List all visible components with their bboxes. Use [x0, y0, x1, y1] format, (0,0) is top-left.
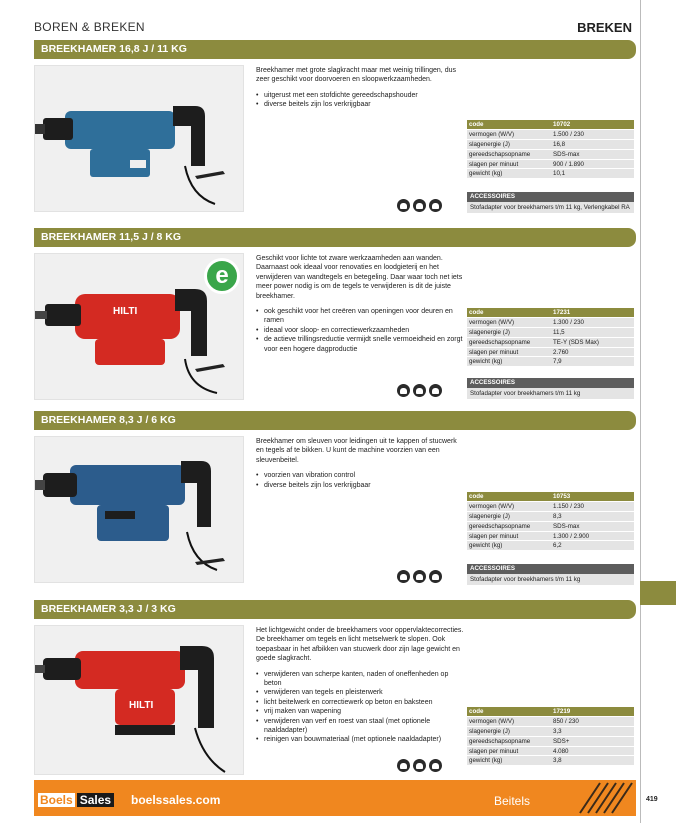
accessories-box: [467, 378, 634, 399]
spec-label: gewicht (kg): [467, 756, 551, 766]
spec-label: gereedschapsopname: [467, 736, 551, 746]
product-title: BREEKHAMER 11,5 J / 8 KG: [34, 228, 636, 247]
brand-label: HILTI: [129, 700, 154, 711]
feature-item: • verwijderen van tegels en pleisterwerk: [256, 688, 466, 697]
spec-value: TE-Y (SDS Max): [551, 337, 634, 347]
accessories-text: Stofadapter voor breekhamers t/m 11 kg: [467, 388, 634, 399]
ppe-icons: [397, 570, 442, 583]
safety-glasses-icon: [429, 199, 442, 212]
page-number: 419: [646, 796, 658, 803]
product-title: BREEKHAMER 3,3 J / 3 KG: [34, 600, 636, 619]
feature-item: • ook geschikt voor het creëren van openingen voor deuren en ramen: [256, 307, 466, 326]
spec-header-value: 17219: [551, 707, 634, 717]
feature-item: • de actieve trillingsreductie vermijdt snelle vermoeidheid en zorgt voor een hogere dagproductie: [256, 335, 466, 354]
brand-label: HILTI: [113, 306, 138, 317]
footer-title: Beitels: [494, 794, 531, 808]
spec-label: gereedschapsopname: [467, 149, 551, 159]
spec-header-label: code: [467, 492, 551, 502]
spec-label: gewicht (kg): [467, 541, 551, 551]
accessories-header: ACCESSOIRES: [467, 192, 634, 202]
feature-item: • licht beitelwerk en correctiewerk op beton en baksteen: [256, 698, 466, 707]
spec-value: 8,3: [551, 512, 634, 522]
logo-part-sales: Sales: [77, 793, 114, 807]
section-title: BREKEN: [577, 20, 632, 35]
website-link[interactable]: boelssales.com: [131, 793, 221, 807]
feature-item: • vrij maken van wapening: [256, 707, 466, 716]
safety-glasses-icon: [429, 570, 442, 583]
accessories-text: Stofadapter voor breekhamers t/m 11 kg, Verlengkabel RA: [467, 202, 634, 213]
product-section: [34, 411, 636, 591]
spec-value: SDS-max: [551, 521, 634, 531]
ppe-icons: [397, 384, 442, 397]
description-text: Geschikt voor lichte tot zware werkzaamheden aan wanden. Daarnaast ook ideaal voor renovaties en loodgieterij en het verwijderen van wandtegels en betegeling. Daar waar toch net iets meer power nodig is om de tegels te verwijderen is dit de juiste breekhamer.: [256, 255, 463, 300]
safety-glasses-icon: [429, 759, 442, 772]
spec-label: gewicht (kg): [467, 357, 551, 367]
logo-part-boels: Boels: [40, 793, 73, 807]
product-image: [34, 625, 244, 775]
eco-badge: [204, 258, 240, 294]
spec-value: 2.760: [551, 347, 634, 357]
spec-value: 1.150 / 230: [551, 502, 634, 512]
product-title: BREEKHAMER 16,8 J / 11 KG: [34, 40, 636, 59]
accessories-box: [467, 192, 634, 213]
spec-value: 11,5: [551, 328, 634, 338]
feature-list: [256, 307, 466, 354]
feature-list: [256, 670, 466, 745]
spec-label: slagen per minuut: [467, 746, 551, 756]
page-divider: [640, 0, 641, 823]
spec-header-label: code: [467, 120, 551, 130]
product-description: [256, 66, 466, 110]
spec-label: slagenergie (J): [467, 727, 551, 737]
category-title: BOREN & BREKEN: [34, 20, 145, 34]
spec-header-label: code: [467, 308, 551, 318]
spec-value: 10,1: [551, 169, 634, 179]
spec-header-value: 10753: [551, 492, 634, 502]
product-title: BREEKHAMER 8,3 J / 6 KG: [34, 411, 636, 430]
chisels-icon: [574, 781, 634, 815]
spec-value: 4.080: [551, 746, 634, 756]
spec-label: vermogen (W/V): [467, 318, 551, 328]
feature-item: • ideaal voor sloop- en correctiewerkzaamheden: [256, 326, 466, 335]
product-image: [34, 65, 244, 212]
product-description: [256, 254, 466, 354]
product-description: [256, 437, 466, 490]
spec-value: 7,9: [551, 357, 634, 367]
feature-item: • diverse beitels zijn los verkrijgbaar: [256, 481, 466, 490]
spec-value: 3,8: [551, 756, 634, 766]
spec-value: 3,3: [551, 727, 634, 737]
accessories-box: [467, 564, 634, 585]
spec-label: vermogen (W/V): [467, 717, 551, 727]
gloves-icon: [397, 199, 410, 212]
ear-protection-icon: [413, 759, 426, 772]
spec-value: SDS-max: [551, 149, 634, 159]
spec-label: slagenergie (J): [467, 140, 551, 150]
spec-header-value: 17231: [551, 308, 634, 318]
description-text: Het lichtgewicht onder de breekhamers voor oppervlaktecorrecties. De breekhamer om tegels en licht metselwerk te slopen. Ook toepasbaar in het afbikken van stucwerk door zijn lage gewicht en goede slagkracht.: [256, 627, 464, 663]
spec-value: 850 / 230: [551, 717, 634, 727]
ear-protection-icon: [413, 570, 426, 583]
safety-glasses-icon: [429, 384, 442, 397]
feature-list: [256, 91, 466, 110]
description-text: Breekhamer om sleuven voor leidingen uit te kappen of stucwerk en tegels af te bikken. U kunt de machine voorzien van een sleuvenbeitel.: [256, 438, 457, 464]
ppe-icons: [397, 199, 442, 212]
section-tab: [640, 581, 676, 605]
footer-bar: [34, 780, 636, 816]
ppe-icons: [397, 759, 442, 772]
product-section: [34, 40, 636, 215]
spec-label: slagen per minuut: [467, 347, 551, 357]
spec-table: [467, 120, 634, 179]
gloves-icon: [397, 759, 410, 772]
feature-item: • uitgerust met een stofdichte gereedschapshouder: [256, 91, 466, 100]
accessories-header: ACCESSOIRES: [467, 564, 634, 574]
spec-label: gereedschapsopname: [467, 521, 551, 531]
ear-protection-icon: [413, 384, 426, 397]
product-section: [34, 228, 636, 408]
spec-value: 16,8: [551, 140, 634, 150]
spec-table: [467, 492, 634, 551]
product-image: [34, 436, 244, 583]
accessories-text: Stofadapter voor breekhamers t/m 11 kg: [467, 574, 634, 585]
feature-item: • voorzien van vibration control: [256, 471, 466, 480]
spec-label: gereedschapsopname: [467, 337, 551, 347]
spec-value: 1.500 / 230: [551, 130, 634, 140]
product-section: [34, 600, 636, 778]
product-description: [256, 626, 466, 745]
spec-value: 1.300 / 230: [551, 318, 634, 328]
feature-list: [256, 471, 466, 490]
spec-value: 900 / 1.890: [551, 159, 634, 169]
eco-badge-letter: e: [215, 262, 229, 289]
description-text: Breekhamer met grote slagkracht maar met weinig trillingen, dus zeer geschikt voor doorvoeren en sloopwerkzaamheden.: [256, 67, 456, 84]
spec-label: vermogen (W/V): [467, 130, 551, 140]
gloves-icon: [397, 384, 410, 397]
spec-table: [467, 707, 634, 766]
spec-value: 6,2: [551, 541, 634, 551]
ear-protection-icon: [413, 199, 426, 212]
spec-label: vermogen (W/V): [467, 502, 551, 512]
spec-label: gewicht (kg): [467, 169, 551, 179]
boels-sales-logo: [38, 793, 114, 807]
spec-header-label: code: [467, 707, 551, 717]
spec-value: SDS+: [551, 736, 634, 746]
spec-label: slagenergie (J): [467, 328, 551, 338]
accessories-header: ACCESSOIRES: [467, 378, 634, 388]
feature-item: • reinigen van bouwmateriaal (met optionele naaldadapter): [256, 735, 466, 744]
spec-label: slagenergie (J): [467, 512, 551, 522]
feature-item: • verwijderen van scherpe kanten, naden of oneffenheden op beton: [256, 670, 466, 689]
spec-value: 1.300 / 2.900: [551, 531, 634, 541]
spec-label: slagen per minuut: [467, 531, 551, 541]
spec-header-value: 10702: [551, 120, 634, 130]
spec-table: [467, 308, 634, 367]
gloves-icon: [397, 570, 410, 583]
spec-label: slagen per minuut: [467, 159, 551, 169]
feature-item: • diverse beitels zijn los verkrijgbaar: [256, 100, 466, 109]
feature-item: • verwijderen van verf en roest van staal (met optionele naaldadapter): [256, 717, 466, 736]
